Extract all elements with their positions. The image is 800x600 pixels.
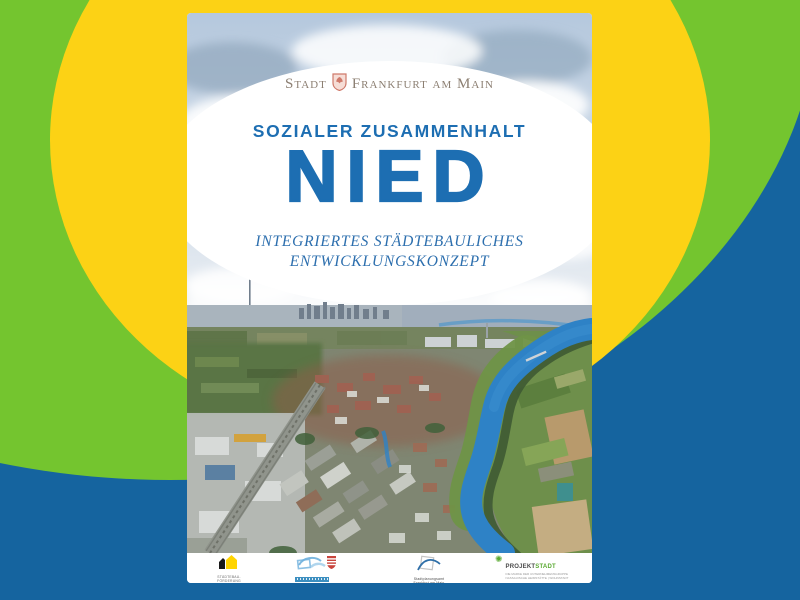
frankfurt-crest-icon: [332, 73, 347, 96]
hessen-logo-icon: [295, 555, 341, 571]
stadtplanungsamt-icon: [416, 555, 442, 572]
staedtebaufoerderung-icon: [217, 555, 241, 570]
logo-footer: [187, 553, 592, 583]
report-cover-page: [187, 13, 592, 583]
stadtplanungsamt-logo: [403, 555, 455, 583]
projektstadt-brand-green: STADT: [535, 564, 556, 570]
cover-subtitle: [187, 232, 592, 272]
cover-kicker: SOZIALER ZUSAMMENHALT: [252, 121, 527, 141]
staedtebaufoerderung-caption1: STÄDTEBAU-: [217, 575, 241, 579]
stadt-frankfurt-logo: [187, 73, 592, 96]
staedtebaufoerderung-logo: [203, 555, 255, 583]
stadtplanungsamt-caption1: Stadtplanungsamt: [413, 577, 445, 581]
projektstadt-cubes-icon: [496, 580, 579, 583]
stadt-logo-name: Frankfurt am Main: [351, 76, 494, 92]
projektstadt-brand-dark: PROJEKT: [505, 564, 536, 570]
staedtebaufoerderung-caption2: FÖRDERUNG: [217, 579, 241, 583]
projektstadt-logo: [495, 555, 579, 583]
stadt-logo-word: Stadt: [285, 76, 327, 92]
hessen-banner-text-bar: [295, 577, 329, 582]
projektstadt-star-icon: ✺: [495, 554, 503, 564]
stadtplanungsamt-caption2: Frankfurt am Main: [413, 581, 445, 583]
projektstadt-caption2: NASSAUISCHE HEIMSTÄTTE | WOHNSTADT: [505, 575, 569, 580]
cover-title: NIED: [285, 137, 494, 217]
hessen-staedtebaufoerderung-logo: [295, 555, 355, 582]
cover-subtitle-line1: INTEGRIERTES STÄDTEBAULICHES: [255, 233, 524, 250]
projektstadt-caption1: DIE MARKE DER UNTERNEHMENSGRUPPE: [505, 572, 569, 576]
cover-subtitle-line2: ENTWICKLUNGSKONZEPT: [289, 253, 490, 270]
